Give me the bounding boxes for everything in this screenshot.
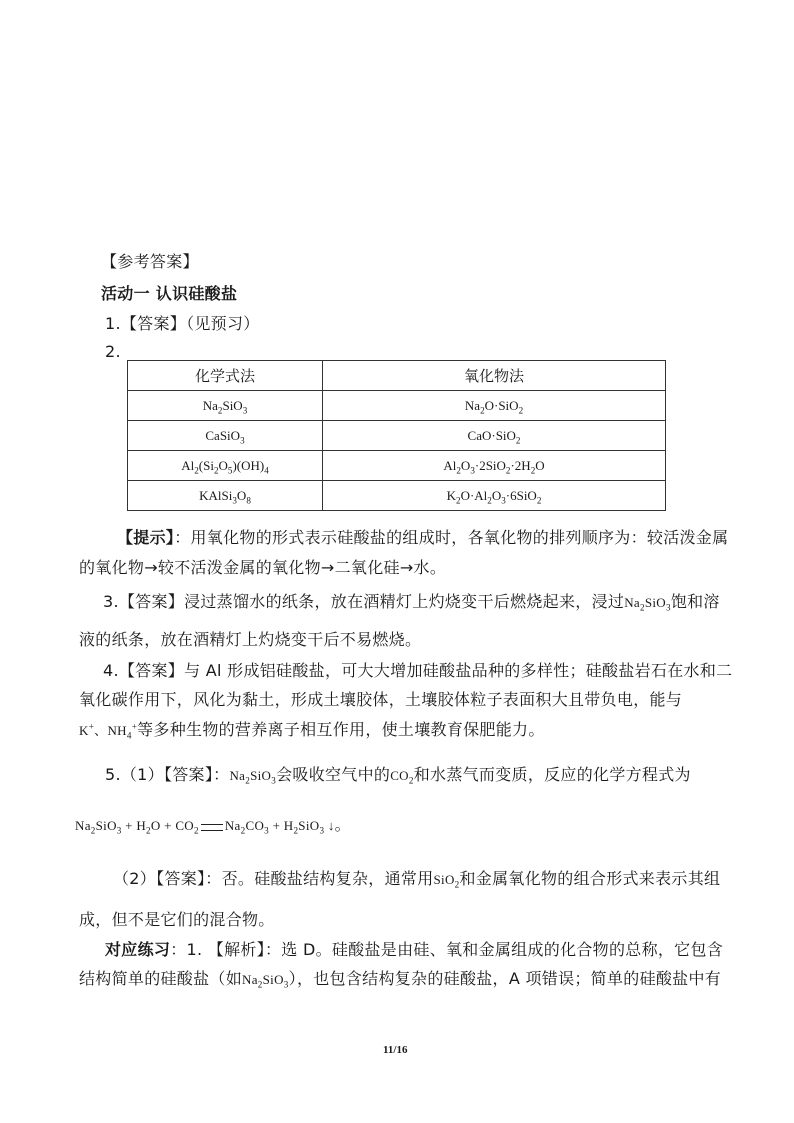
practice-text-2b: ），也包含结构复杂的硅酸盐，A 项错误；简单的硅酸盐中有 [288,969,722,988]
q4-ions: K+、$NH_4^+$ [79,721,138,741]
q3-line-1 [103,591,720,614]
q5-equation [75,814,351,837]
equals-sign [201,824,223,831]
q5-p2-text-b: 和金属氧化物的组合形式来表示其组 [459,869,721,888]
q4-tag: 【答案】 [118,661,185,680]
q1-text: （见预习） [186,314,260,333]
q5-p2-tag: 【答案】 [156,869,206,888]
q5-text-1a: ： [213,765,230,784]
q5-p2-formula: SiO$_2$ [433,872,460,890]
table-header-cell: 化学式法 [128,361,323,391]
oxide-formula-cell: $Al_2O_3\cdot 2SiO_2\cdot 2H_2O$ [323,451,666,481]
oxide-formula-cell: $K_2O\cdot Al_2O_3\cdot 6SiO_2$ [323,481,666,511]
q4-line-3 [79,719,545,742]
practice-text-1a: ：1. [170,940,208,959]
practice-text-1b: ：选 D。硅酸盐是由硅、氧和金属组成的化合物的总称，它包含 [264,940,724,959]
table-row [128,421,666,451]
q5-line-2 [113,868,720,891]
q5-eq-end: 。 [334,815,351,834]
q5-p2-num: （2） [113,869,157,888]
q5-formula-2: $CO_2$ [390,768,414,786]
q5-p2-text-a: ：否。硅酸盐结构复杂，通常用 [205,869,434,888]
q3-num: 3. [103,592,119,611]
q2-num: 2. [105,342,121,361]
page-number: 11/16 [383,1044,408,1056]
q4-line-1 [103,660,732,682]
q5-formula-1: $Na_2SiO_3$ [229,768,277,786]
q3-tag: 【答案】 [118,592,185,611]
hint-tag: 【提示】 [117,528,175,547]
chemical-formula-cell: CaSiO$_3$ [128,421,323,451]
q1-num: 1. [105,314,121,333]
practice-title: 对应练习 [105,940,171,959]
practice-line-1 [105,939,723,961]
answers-heading: 【参考答案】 [101,252,199,271]
q4-num: 4. [103,661,119,680]
table-header-cell: 氧化物法 [323,361,666,391]
q5-line-3: 成，但不是它们的混合物。 [79,910,275,929]
q5-text-1c: 和水蒸气而变质，反应的化学方程式为 [413,765,691,784]
q4-line-2: 氧化碳作用下，风化为黏土，形成土壤胶体，土壤胶体粒子表面积大且带负电，能与 [79,690,683,709]
practice-text-2a: 结构简单的硅酸盐（如 [79,969,243,988]
table-row [128,481,666,511]
chemical-formula-cell: $Na_2SiO_3$ [128,391,323,421]
q5-text-1b: 会吸收空气中的 [276,765,391,784]
q5-tag: 【答案】 [163,765,214,784]
activity-title: 活动一 认识硅酸盐 [101,284,238,303]
q1-line [105,313,260,335]
q3-text-1b: 饱和溶 [670,592,720,611]
hint-line-1 [117,527,728,549]
chemical-formula-cell: $Al_2(Si_2O_5)(OH)_4$ [128,451,323,481]
oxide-formula-cell: $Na_2O\cdot SiO_2$ [323,391,666,421]
table-header-row [128,361,666,391]
q5-line-1 [105,764,691,787]
hint-text-1: ：用氧化物的形式表示硅酸盐的组成时，各氧化物的排列顺序为：较活泼金属 [174,528,729,547]
q4-text-3: 等多种生物的营养离子相互作用，使土壤教育保肥能力。 [137,720,545,739]
q1-tag: 【答案】 [120,314,187,333]
table-row [128,451,666,481]
chemical-equation: $Na_2SiO_3 + H_2O + CO_2$ $Na_2CO_3 + H_2SiO_3$ ↓ [75,818,335,836]
oxide-formula-cell: CaO·SiO$_2$ [323,421,666,451]
q3-line-2: 液的纸条，放在酒精灯上灼烧变干后不易燃烧。 [79,630,422,649]
q3-text-1a: 浸过蒸馏水的纸条，放在酒精灯上灼烧变干后燃烧起来，浸过 [184,592,625,611]
practice-line-2 [79,968,721,991]
chemical-formula-cell: $KAlSi_3O_8$ [128,481,323,511]
practice-formula: $Na_2SiO_3$ [242,972,289,990]
table-row [128,391,666,421]
q4-text-1: 与 Al 形成铝硅酸盐，可大大增加硅酸盐品种的多样性；硅酸盐岩石在水和二 [184,661,733,680]
q3-formula: $Na_2SiO_3$ [624,595,671,613]
formula-table [127,360,666,511]
hint-line-2: 的氧化物→较不活泼金属的氧化物→二氧化硅→水。 [79,558,447,577]
practice-tag: 【解析】 [207,940,265,959]
q5-num: 5.（1） [105,765,164,784]
